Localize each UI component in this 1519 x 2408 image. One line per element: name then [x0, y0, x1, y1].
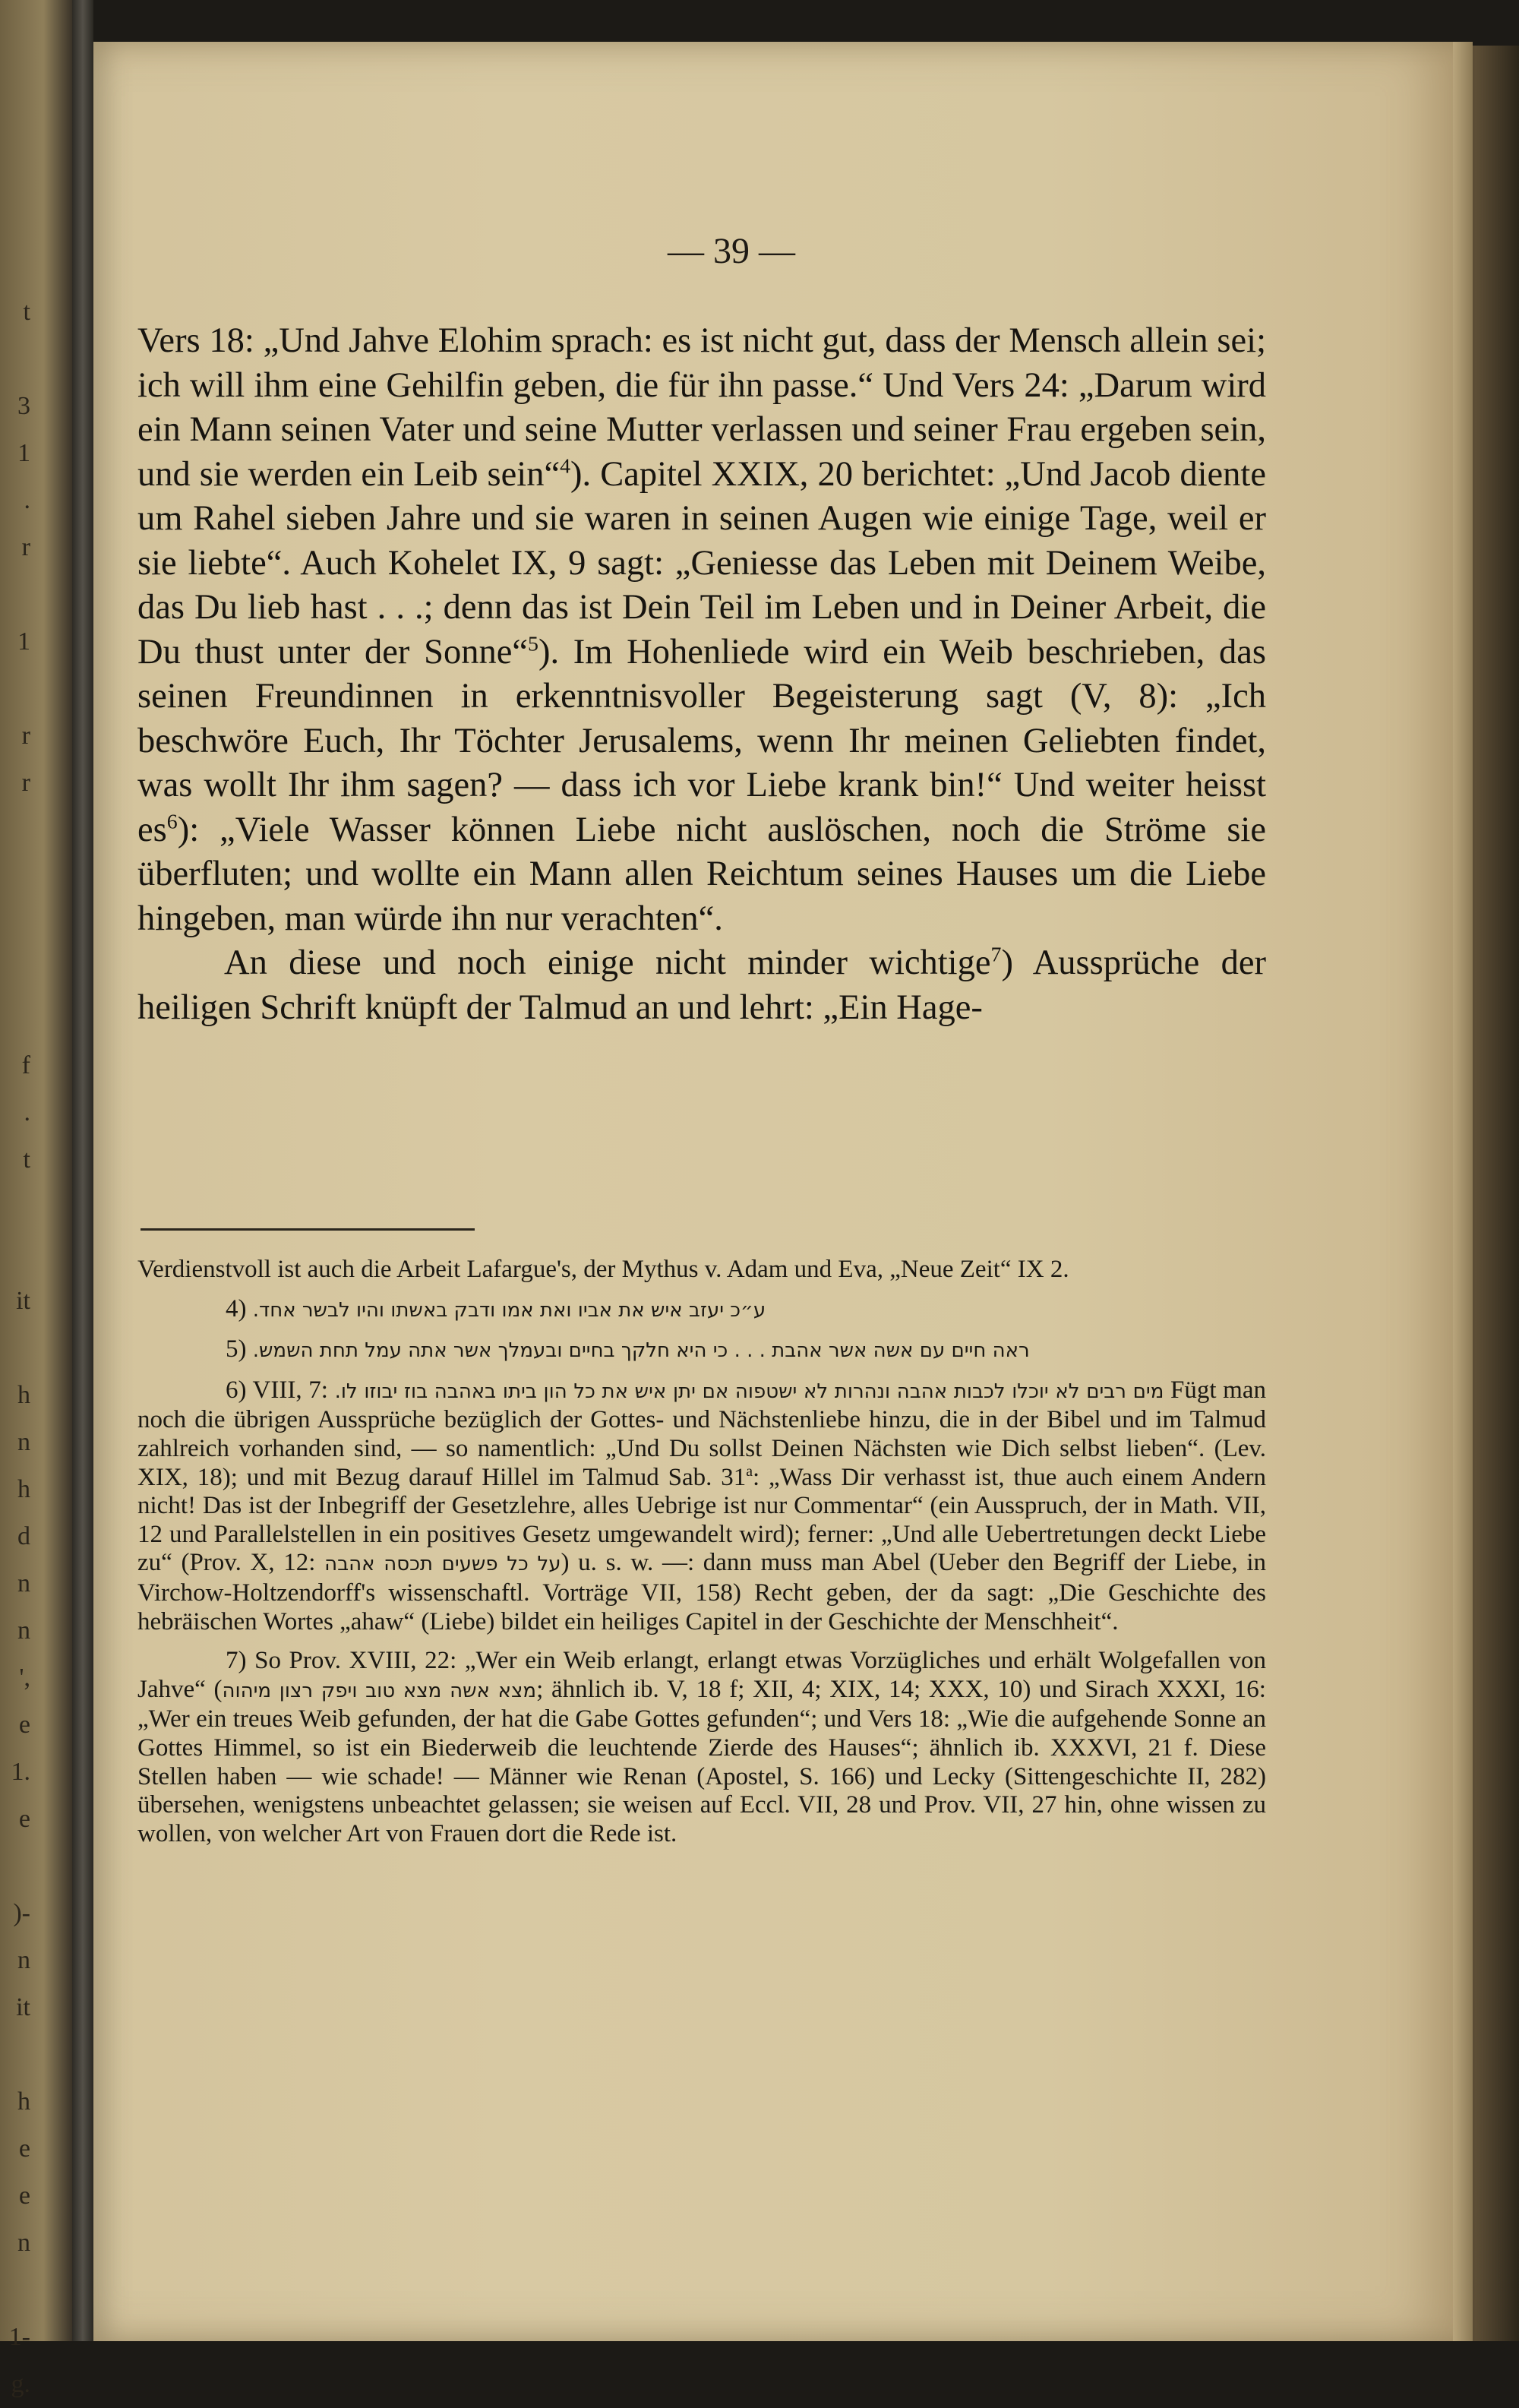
footnote-7-text-a: 7) So Prov. XVIII, 22: „Wer ein Weib erlangt, erlangt etwas Vorzügliches und erhält Wolgefallen von Jahve“ ( [137, 1647, 1266, 1703]
footnote-ref-7: 7 [990, 943, 1002, 967]
previous-page-fragments: t 3 1 . r 1 r r f . t it h n h d n n ', e 1. e )- n it h e e n 1- g. [8, 298, 30, 2398]
footnote-6-hebrew: מים רבים לא יוכלו לכבות אהבה ונהרות לא ישטפוה אם יתן איש את כל הון ביתו באהבה בוז יבוזו לו. [334, 1379, 1164, 1403]
main-text [137, 319, 1266, 1030]
footnote-6-mark: 6) VIII, 7: [226, 1376, 328, 1404]
footnote-ref-4: 4 [560, 454, 571, 478]
footnote-rule [141, 1228, 475, 1231]
paragraph-1-part-d: ): „Viele Wasser können Liebe nicht auslöschen, noch die Ströme sie überfluten; und wollte ein Mann allen Reichtum seines Hauses um die Liebe hingeben, man würde ihn nur verachten“. [137, 810, 1266, 938]
paragraph-1-part-a: Vers 18: „Und Jahve Elohim sprach: es ist nicht gut, dass der Mensch allein sei; ich will ihm eine Gehilfin geben, die für ihn passe.“ Und Vers 24: „Darum wird ein Mann seinen Vater und seine Mutter verlassen und seiner Frau ergeben sein, und sie werden ein Leib sein“ [137, 321, 1266, 494]
footnote-4-mark: 4) [226, 1294, 247, 1323]
paragraph-1-part-b: ). Capitel XXIX, 20 berichtet: „Und Jacob diente um Rahel sieben Jahre und sie waren in seinen Augen wie einige Tage, weil er sie liebte“. Auch Kohelet IX, 9 sagt: „Geniesse das Leben mit Deinem Weibe, das Du lieb hast . . .; denn das ist Dein Teil im Leben und in Deiner Arbeit, die Du thust unter der Sonne“ [137, 454, 1266, 672]
paragraph-1 [137, 319, 1266, 941]
footnote-6-text-3: ) u. s. w. —: dann muss man Abel (Ueber den Begriff der Liebe, in Virchow-Holtzendorff's wissenschaftl. Vorträge VII, 158) Recht geben, der da sagt: „Die Geschichte des hebräischen Wortes „ahaw“ (Liebe) bildet ein heiliges Capitel in der Geschichte der Menschheit“. [137, 1549, 1267, 1635]
paragraph-2-part-b: ) Aussprüche der heiligen Schrift knüpft der Talmud an und lehrt: „Ein Hage- [137, 943, 1266, 1027]
footnote-6-text: Fügt man noch die übrigen Aussprüche bezüglich der Gottes- und Nächstenliebe hinzu, die in der Bibel und im Talmud zahlreich vorhanden sind, — so namentlich: „Und Du sollst Deinen Nächsten wie Dich selbst lieben“. (Lev. XIX, 18); und mit Bezug darauf Hillel im Talmud Sab. 31 [137, 1376, 1266, 1491]
footnote-7-hebrew: מצא אשה מצא טוב ויפק רצון מיהוה [222, 1679, 537, 1702]
footnote-7-text-b: ; ähnlich ib. V, 18 f; XII, 4; XIX, 14; XXX, 10) und Sirach XXXI, 16: „Wer ein treues Weib gefunden, der hat die Gabe Gottes gefunden“; und Vers 18: „Wie die aufgehende Sonne an Gottes Himmel, so ist ein Biederweib die leuchtende Zierde des Hauses“; ähnlich ib. XXXVI, 21 f. Diese Stellen haben — wie schade! — Männer wie Renan (Apostel, S. 166) und Lecky (Sittengeschichte II, 282) übersehen, wenigstens unbeachtet gelassen; sie weisen auf Eccl. VII, 28 und Prov. VII, 27 hin, ohne wissen zu wollen, von welcher Art von Frauen dort die Rede ist. [137, 1675, 1266, 1847]
footnote-6-hebrew-2: על כל פשעים תכסה אהבה [324, 1553, 561, 1576]
previous-page-edge [0, 0, 72, 2398]
footnote-ref-6: 6 [166, 810, 178, 833]
footnote-continuation: Verdienstvoll ist auch die Arbeit Lafargue's, der Mythus v. Adam und Eva, „Neue Zeit“ IX 2. [137, 1256, 1069, 1283]
footnote-5-hebrew: ראה חיים עם אשה אשר אהבת . . . כי היא חלקך בחיים ובעמלך אשר אתה עמל תחת השמש. [252, 1339, 1030, 1363]
footnote-5 [137, 1335, 1266, 1366]
footnote-6 [137, 1376, 1266, 1636]
paragraph-1-part-c: ). Im Hohenliede wird ein Weib beschrieben, das seinen Freundinnen in erkenntnisvoller Begeisterung sagt (V, 8): „Ich beschwöre Euch, Ihr Töchter Jerusalems, wenn Ihr meinen Geliebten findet, was wollt Ihr ihm sagen? — dass ich vor Liebe krank bin!“ Und weiter heisst es [137, 632, 1266, 849]
page-number: — 39 — [668, 231, 795, 271]
footnote-4 [137, 1295, 1266, 1326]
footnote-6-superscript: a [746, 1462, 753, 1480]
paragraph-2-part-a: An diese und noch einige nicht minder wichtige [224, 943, 991, 982]
footnotes [137, 1256, 1266, 1848]
footnote-5-mark: 5) [226, 1335, 247, 1364]
book-page [93, 42, 1453, 2341]
footnote-6-text-2: : „Wass Dir verhasst ist, thue auch einem Andern nicht! Das ist der Inbegriff der Gesetzlehre, alles Uebrige ist nur Commentar“ (ein Ausspruch, der in Math. VII, 12 und Parallelstellen in ein positives Gesetz umgewandelt wird); ferner: „Und alle Uebertretungen deckt Liebe zu“ (Prov. X, 12: [137, 1463, 1266, 1577]
page-edge-shadow [1453, 42, 1473, 2341]
footnote-ref-5: 5 [528, 632, 538, 656]
book-gutter [72, 0, 93, 2341]
footnote-7 [137, 1647, 1266, 1848]
footnote-4-hebrew: ע״כ יעזב איש את אביו ואת אמו ודבק באשתו והיו לבשר אחד. [252, 1298, 766, 1322]
paragraph-2 [137, 941, 1266, 1030]
